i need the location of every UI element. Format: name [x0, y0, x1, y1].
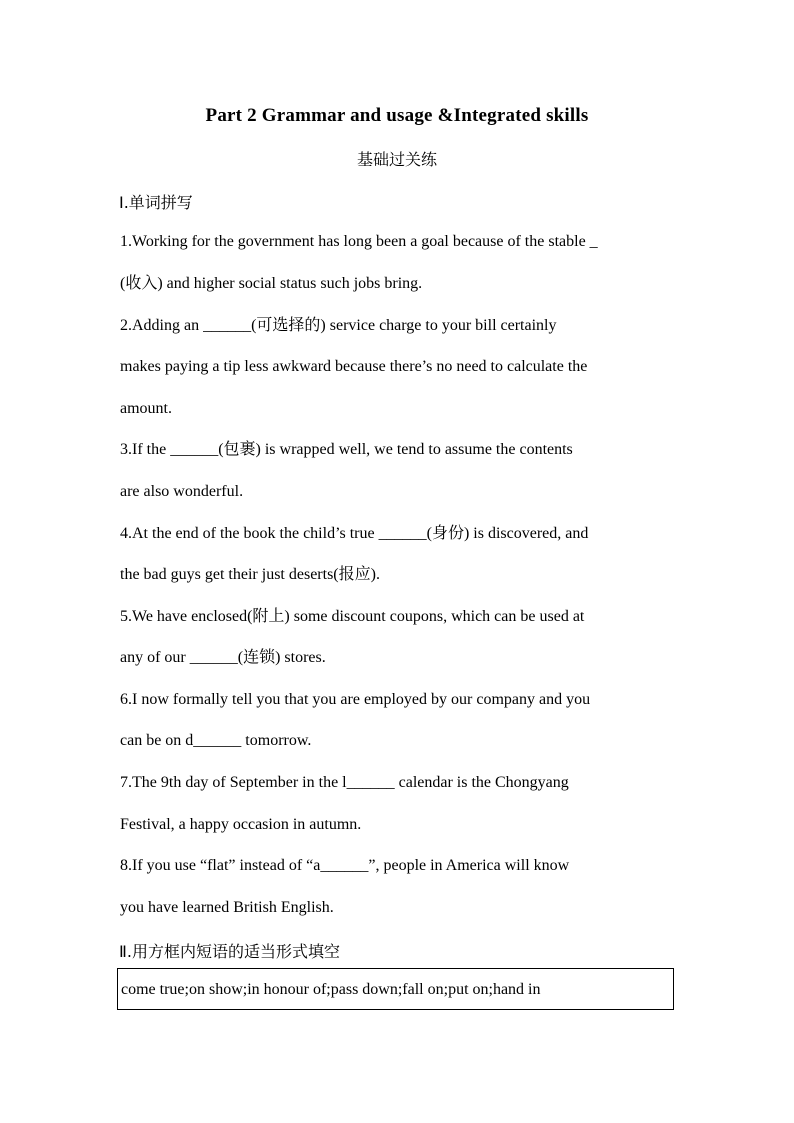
- section-2-heading: Ⅱ.用方框内短语的适当形式填空: [119, 942, 340, 961]
- question-2-line-1: 2.Adding an ______(可选择的) service charge to your bill certainly: [120, 317, 557, 334]
- question-5-line-1: 5.We have enclosed(附上) some discount coupons, which can be used at: [120, 608, 585, 625]
- question-8-line-2: you have learned British English.: [120, 899, 334, 916]
- question-3-line-1: 3.If the ______(包裹) is wrapped well, we tend to assume the contents: [120, 441, 573, 458]
- page-title: Part 2 Grammar and usage &Integrated skills: [205, 105, 589, 126]
- question-2-line-3: amount.: [120, 400, 172, 417]
- phrase-list: come true;on show;in honour of;pass down;fall on;put on;hand in: [121, 981, 541, 998]
- question-6-line-2: can be on d______ tomorrow.: [120, 732, 312, 749]
- question-1-line-1: 1.Working for the government has long been a goal because of the stable _: [120, 233, 598, 250]
- question-7-line-1: 7.The 9th day of September in the l______ calendar is the Chongyang: [120, 774, 569, 791]
- question-7-line-2: Festival, a happy occasion in autumn.: [120, 816, 362, 833]
- question-5-line-2: any of our ______(连锁) stores.: [120, 649, 326, 666]
- page-subtitle: 基础过关练: [356, 150, 437, 169]
- question-6-line-1: 6.I now formally tell you that you are employed by our company and you: [120, 691, 591, 708]
- section-1-heading: Ⅰ.单词拼写: [119, 193, 193, 212]
- question-2-line-2: makes paying a tip less awkward because there’s no need to calculate the: [120, 358, 588, 375]
- question-3-line-2: are also wonderful.: [120, 483, 244, 500]
- question-1-line-2: (收入) and higher social status such jobs bring.: [120, 275, 423, 292]
- question-4-line-1: 4.At the end of the book the child’s true ______(身份) is discovered, and: [120, 525, 589, 542]
- question-4-line-2: the bad guys get their just deserts(报应).: [120, 566, 380, 583]
- phrase-box: [117, 968, 674, 1010]
- question-8-line-1: 8.If you use “flat” instead of “a______”, people in America will know: [120, 857, 570, 874]
